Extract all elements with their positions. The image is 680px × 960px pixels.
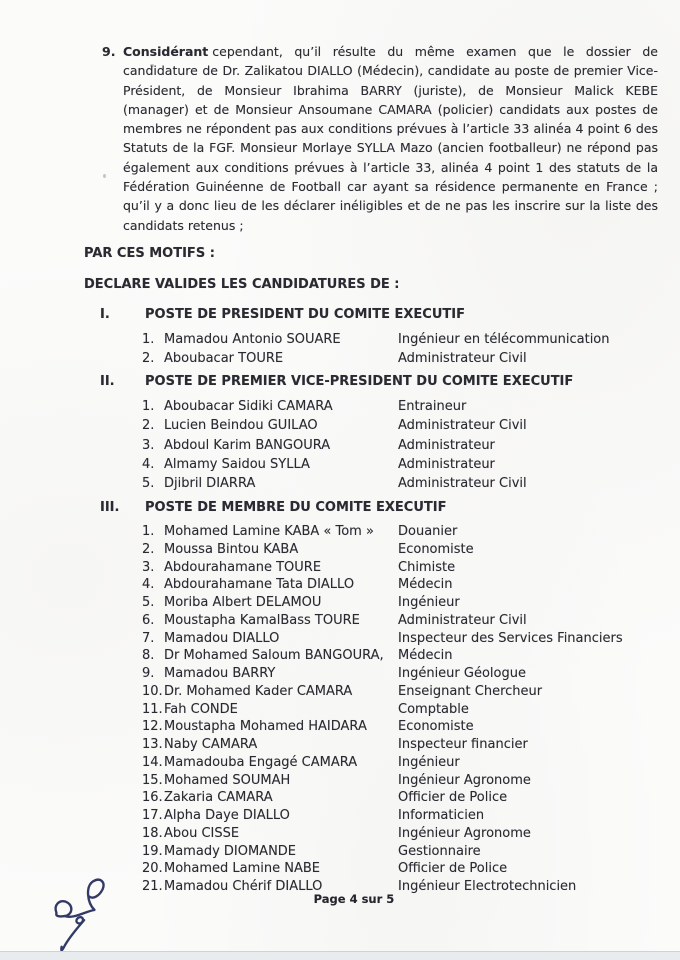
candidate-name: Mamady DIOMANDE bbox=[164, 843, 297, 859]
candidate-row bbox=[142, 436, 666, 455]
candidate-name: Mohamed Lamine NABE bbox=[164, 861, 321, 877]
candidate-number: 3. bbox=[142, 559, 155, 575]
candidate-profession: Administrateur bbox=[398, 437, 495, 453]
candidate-profession: Administrateur bbox=[398, 456, 495, 472]
candidate-number: 7. bbox=[142, 630, 155, 646]
section-title: POSTE DE PREMIER VICE-PRESIDENT DU COMITE EXECUTIF bbox=[145, 374, 574, 389]
candidate-profession: Douanier bbox=[398, 524, 458, 539]
candidate-profession: Enseignant Chercheur bbox=[398, 683, 543, 699]
candidate-name: Mohamed SOUMAH bbox=[164, 772, 291, 788]
candidate-profession: Inspecteur financier bbox=[398, 737, 528, 752]
candidate-name: Moussa Bintou KABA bbox=[164, 541, 299, 557]
candidate-name: Dr Mohamed Saloum BANGOURA, bbox=[164, 648, 384, 664]
candidate-name: Moustapha Mohamed HAIDARA bbox=[164, 719, 367, 735]
candidate-row bbox=[142, 825, 666, 843]
candidate-row bbox=[142, 397, 666, 416]
candidate-name: Aboubacar Sidiki CAMARA bbox=[164, 399, 333, 414]
candidate-number: 2. bbox=[142, 418, 155, 434]
candidate-number: 21. bbox=[142, 879, 163, 894]
candidate-row bbox=[142, 718, 666, 736]
candidate-name: Aboubacar TOURE bbox=[164, 351, 284, 367]
paragraph-body bbox=[123, 42, 658, 235]
candidate-profession: Ingénieur bbox=[398, 754, 460, 770]
candidate-name: Abou CISSE bbox=[164, 825, 240, 841]
section-numeral: II. bbox=[100, 374, 115, 389]
candidate-number: 2. bbox=[142, 351, 155, 367]
candidate-row bbox=[142, 630, 666, 648]
candidate-number: 3. bbox=[142, 437, 155, 453]
candidates-section bbox=[100, 372, 666, 493]
declare-heading: DECLARE VALIDES LES CANDIDATURES DE : bbox=[84, 277, 400, 292]
candidate-profession: Ingénieur bbox=[398, 595, 460, 610]
candidate-profession: Inspecteur des Services Financiers bbox=[398, 630, 623, 646]
candidate-row bbox=[142, 576, 666, 594]
page-number: Page 4 sur 5 bbox=[313, 892, 395, 906]
candidate-number: 5. bbox=[142, 595, 155, 610]
candidate-number: 18. bbox=[142, 825, 163, 841]
candidate-number: 4. bbox=[142, 456, 155, 472]
candidate-profession: Ingénieur Electrotechnicien bbox=[398, 879, 577, 894]
candidate-number: 9. bbox=[142, 666, 155, 681]
candidate-number: 17. bbox=[142, 808, 163, 823]
paragraph-lead-word: Considérant bbox=[123, 44, 209, 59]
candidate-name: Djibril DIARRA bbox=[164, 476, 256, 492]
candidate-row bbox=[142, 612, 666, 630]
candidate-number: 20. bbox=[142, 861, 163, 877]
candidate-row bbox=[142, 541, 666, 559]
candidate-row bbox=[142, 523, 666, 541]
candidate-row bbox=[142, 772, 666, 790]
candidate-row bbox=[142, 683, 666, 701]
candidate-profession: Administrateur Civil bbox=[398, 418, 527, 434]
candidate-row bbox=[142, 843, 666, 861]
candidate-name: Mamadou Chérif DIALLO bbox=[164, 879, 323, 894]
motifs-heading: PAR CES MOTIFS : bbox=[84, 246, 215, 261]
candidate-profession: Ingénieur Agronome bbox=[398, 772, 531, 788]
candidate-profession: Entraineur bbox=[398, 399, 467, 414]
section-title: POSTE DE PRESIDENT DU COMITE EXECUTIF bbox=[145, 307, 465, 322]
candidate-name: Moriba Albert DELAMOU bbox=[164, 595, 322, 610]
candidate-number: 1. bbox=[142, 524, 155, 539]
candidate-name: Fah CONDE bbox=[164, 701, 238, 717]
candidate-row bbox=[142, 736, 666, 754]
candidate-row bbox=[142, 665, 666, 683]
paragraph-number: 9. bbox=[102, 44, 116, 59]
candidate-rows bbox=[142, 330, 666, 369]
candidate-profession: Ingénieur Géologue bbox=[398, 666, 526, 681]
candidate-number: 5. bbox=[142, 476, 155, 492]
candidates-section bbox=[100, 305, 666, 369]
candidate-profession: Médecin bbox=[398, 648, 453, 664]
candidate-profession: Administrateur Civil bbox=[398, 351, 527, 367]
candidate-name: Abdourahamane Tata DIALLO bbox=[164, 577, 355, 593]
candidate-row bbox=[142, 807, 666, 825]
candidate-name: Lucien Beindou GUILAO bbox=[164, 418, 318, 434]
candidate-number: 16. bbox=[142, 790, 163, 806]
candidate-name: Naby CAMARA bbox=[164, 737, 258, 752]
candidate-profession: Chimiste bbox=[398, 559, 456, 575]
candidate-name: Mohamed Lamine KABA « Tom » bbox=[164, 524, 374, 539]
candidate-name: Abdoul Karim BANGOURA bbox=[164, 437, 331, 453]
candidate-name: Alpha Daye DIALLO bbox=[164, 808, 290, 823]
candidate-rows bbox=[142, 523, 666, 896]
candidate-name: Mamadou BARRY bbox=[164, 666, 276, 681]
candidate-profession: Gestionnaire bbox=[398, 843, 481, 859]
section-numeral: III. bbox=[100, 500, 120, 515]
candidate-profession: Ingénieur en télécommunication bbox=[398, 332, 610, 347]
candidate-profession: Economiste bbox=[398, 541, 474, 557]
candidate-number: 11. bbox=[142, 701, 163, 717]
candidate-row bbox=[142, 754, 666, 772]
scan-bottom-edge bbox=[0, 951, 680, 960]
candidate-row bbox=[142, 594, 666, 612]
candidate-row bbox=[142, 349, 666, 368]
candidate-row bbox=[142, 559, 666, 577]
candidate-number: 14. bbox=[142, 754, 163, 770]
candidates-section bbox=[100, 498, 666, 896]
candidate-profession: Administrateur Civil bbox=[398, 476, 527, 492]
candidate-row bbox=[142, 647, 666, 665]
candidate-number: 6. bbox=[142, 612, 155, 628]
candidate-number: 19. bbox=[142, 843, 163, 859]
candidate-row bbox=[142, 701, 666, 719]
candidate-name: Abdourahamane TOURE bbox=[164, 559, 322, 575]
candidate-profession: Economiste bbox=[398, 719, 474, 735]
candidate-profession: Officier de Police bbox=[398, 790, 508, 806]
candidate-number: 4. bbox=[142, 577, 155, 593]
candidate-number: 15. bbox=[142, 772, 163, 788]
candidate-row bbox=[142, 330, 666, 349]
candidate-profession: Officier de Police bbox=[398, 861, 508, 877]
candidate-row bbox=[142, 878, 666, 896]
candidate-number: 13. bbox=[142, 737, 163, 752]
candidate-name: Mamadou Antonio SOUARE bbox=[164, 332, 341, 347]
candidate-profession: Médecin bbox=[398, 577, 453, 593]
candidate-row bbox=[142, 860, 666, 878]
candidate-number: 10. bbox=[142, 683, 163, 699]
candidate-number: 1. bbox=[142, 332, 155, 347]
candidate-number: 2. bbox=[142, 541, 155, 557]
section-title: POSTE DE MEMBRE DU COMITE EXECUTIF bbox=[145, 500, 447, 515]
candidate-name: Almamy Saidou SYLLA bbox=[164, 456, 310, 472]
candidate-profession: Informaticien bbox=[398, 808, 485, 823]
candidate-number: 12. bbox=[142, 719, 163, 735]
candidate-row bbox=[142, 474, 666, 493]
candidate-name: Dr. Mohamed Kader CAMARA bbox=[164, 683, 353, 699]
candidate-profession: Comptable bbox=[398, 701, 469, 717]
candidate-row bbox=[142, 789, 666, 807]
candidate-row bbox=[142, 416, 666, 435]
section-numeral: I. bbox=[100, 307, 110, 322]
candidate-name: Mamadouba Engagé CAMARA bbox=[164, 754, 358, 770]
candidate-number: 1. bbox=[142, 399, 155, 414]
considerant-paragraph bbox=[102, 42, 658, 235]
candidate-name: Mamadou DIALLO bbox=[164, 630, 280, 646]
candidate-profession: Ingénieur Agronome bbox=[398, 825, 531, 841]
candidate-rows bbox=[142, 397, 666, 493]
paragraph-rest: cependant, qu’il résulte du même examen que le dossier de candidature de Dr. Zalikatou DIALLO (Médecin), candidate au poste de premier Vice-Président, de Monsieur Ibrahima BARRY (juriste), de Monsieur Malick KEBE (manager) et de Monsieur Ansoumane CAMARA (policier) candidats aux postes de membres ne répondent pas aux conditions prévues à l’article 33 alinéa 4 point 6 des Statuts de la FGF. Monsieur Morlaye SYLLA Mazo (ancien footballeur) ne répond pas également aux conditions prévues à l’article 33, alinéa 4 point 1 des statuts de la Fédération Guinéenne de Football car ayant sa résidence permanente en France ; qu’il y a donc lieu de les déclarer inéligibles et de ne pas les inscrire sur la liste des candidats retenus ; bbox=[123, 44, 658, 233]
candidate-number: 8. bbox=[142, 648, 155, 664]
candidate-row bbox=[142, 455, 666, 474]
candidate-name: Zakaria CAMARA bbox=[164, 790, 273, 806]
candidate-profession: Administrateur Civil bbox=[398, 612, 527, 628]
candidate-name: Moustapha KamalBass TOURE bbox=[164, 612, 360, 628]
